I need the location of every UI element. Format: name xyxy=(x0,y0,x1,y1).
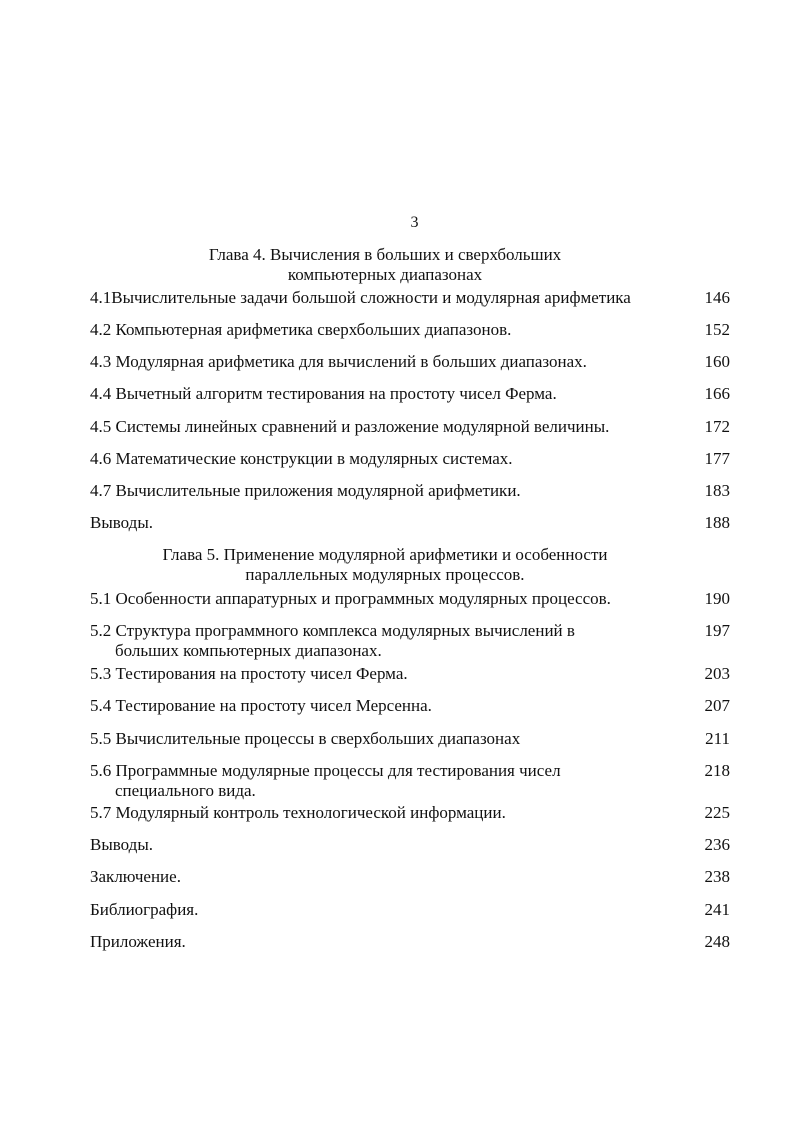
toc-entry-4-5 xyxy=(90,417,730,437)
toc-entry-title: Выводы. xyxy=(90,513,154,532)
chapter-5-heading-line-1: Глава 5. Применение модулярной арифметики и особенности xyxy=(162,545,608,564)
toc-entry-title: Приложения. xyxy=(90,932,186,951)
toc-entry-title: 4.1Вычислительные задачи большой сложности и модулярная арифметика xyxy=(90,288,631,307)
toc-entry-title: 4.2 Компьютерная арифметика сверхбольших диапазонов. xyxy=(90,320,512,339)
toc-entry-bibliography xyxy=(90,900,730,920)
toc-entry-page: 248 xyxy=(704,932,730,951)
toc-entry-page: 241 xyxy=(704,900,730,919)
toc-entry-5-conclusions xyxy=(90,835,730,855)
toc-entry-page: 197 xyxy=(704,621,730,640)
toc-entry-title-line-1: 5.6 Программные модулярные процессы для тестирования чисел xyxy=(90,761,561,780)
toc-entry-title: 4.7 Вычислительные приложения модулярной арифметики. xyxy=(90,481,521,500)
chapter-5-heading xyxy=(90,545,680,585)
toc-entry-5-4 xyxy=(90,696,730,716)
toc-entry-page: 203 xyxy=(704,664,730,683)
toc-entry-5-6 xyxy=(90,761,730,801)
toc-entry-title: 5.1 Особенности аппаратурных и программных модулярных процессов. xyxy=(90,589,611,608)
toc-entry-page: 188 xyxy=(704,513,730,532)
toc-entry-page: 177 xyxy=(704,449,730,468)
toc-entry-4-4 xyxy=(90,384,730,404)
toc-entry-page: 236 xyxy=(704,835,730,854)
toc-entry-title-line-2: больших компьютерных диапазонах. xyxy=(115,641,382,660)
toc-entry-5-7 xyxy=(90,803,730,823)
toc-entry-page: 238 xyxy=(704,867,730,886)
toc-entry-page: 172 xyxy=(704,417,730,436)
chapter-4-heading-line-1: Глава 4. Вычисления в больших и сверхбольших xyxy=(208,245,562,264)
toc-entry-5-5 xyxy=(90,729,730,749)
toc-entry-5-2 xyxy=(90,621,730,661)
toc-entry-4-3 xyxy=(90,352,730,372)
toc-entry-title: 5.3 Тестирования на простоту чисел Ферма. xyxy=(90,664,408,683)
toc-entry-title-line-2: специального вида. xyxy=(115,781,256,800)
toc-entry-page: 211 xyxy=(705,729,730,748)
page-number: 3 xyxy=(410,214,419,231)
toc-entry-title xyxy=(90,761,680,801)
toc-entry-page: 190 xyxy=(704,589,730,608)
toc-entry-title: 5.5 Вычислительные процессы в сверхбольших диапазонах xyxy=(90,729,521,748)
toc-entry-title: Заключение. xyxy=(90,867,181,886)
toc-entry-5-1 xyxy=(90,589,730,609)
toc-entry-page: 218 xyxy=(704,761,730,780)
toc-entry-title xyxy=(90,621,680,661)
toc-entry-page: 160 xyxy=(704,352,730,371)
toc-entry-page: 166 xyxy=(704,384,730,403)
toc-entry-4-7 xyxy=(90,481,730,501)
toc-entry-title: 5.7 Модулярный контроль технологической информации. xyxy=(90,803,506,822)
toc-entry-4-2 xyxy=(90,320,730,340)
toc-entry-page: 146 xyxy=(704,288,730,307)
toc-entry-title: 4.4 Вычетный алгоритм тестирования на простоту чисел Ферма. xyxy=(90,384,557,403)
chapter-4-heading xyxy=(90,245,680,285)
toc-entry-5-3 xyxy=(90,664,730,684)
toc-entry-4-conclusions xyxy=(90,513,730,533)
toc-entry-title: Библиография. xyxy=(90,900,199,919)
toc-entry-page: 225 xyxy=(704,803,730,822)
toc-entry-title: 5.4 Тестирование на простоту чисел Мерсенна. xyxy=(90,696,432,715)
toc-entry-page: 152 xyxy=(704,320,730,339)
toc-entry-4-6 xyxy=(90,449,730,469)
toc-entry-appendices xyxy=(90,932,730,952)
toc-entry-title: 4.5 Системы линейных сравнений и разложение модулярной величины. xyxy=(90,417,610,436)
toc-entry-conclusion xyxy=(90,867,730,887)
toc-entry-title: 4.3 Модулярная арифметика для вычислений в больших диапазонах. xyxy=(90,352,587,371)
chapter-4-heading-line-2: компьютерных диапазонах xyxy=(287,265,483,284)
toc-entry-page: 183 xyxy=(704,481,730,500)
toc-entry-4-1 xyxy=(90,288,730,308)
chapter-5-heading-line-2: параллельных модулярных процессов. xyxy=(245,565,525,584)
toc-entry-title: 4.6 Математические конструкции в модулярных системах. xyxy=(90,449,513,468)
toc-entry-title: Выводы. xyxy=(90,835,154,854)
toc-entry-title-line-1: 5.2 Структура программного комплекса модулярных вычислений в xyxy=(90,621,575,640)
toc-entry-page: 207 xyxy=(704,696,730,715)
